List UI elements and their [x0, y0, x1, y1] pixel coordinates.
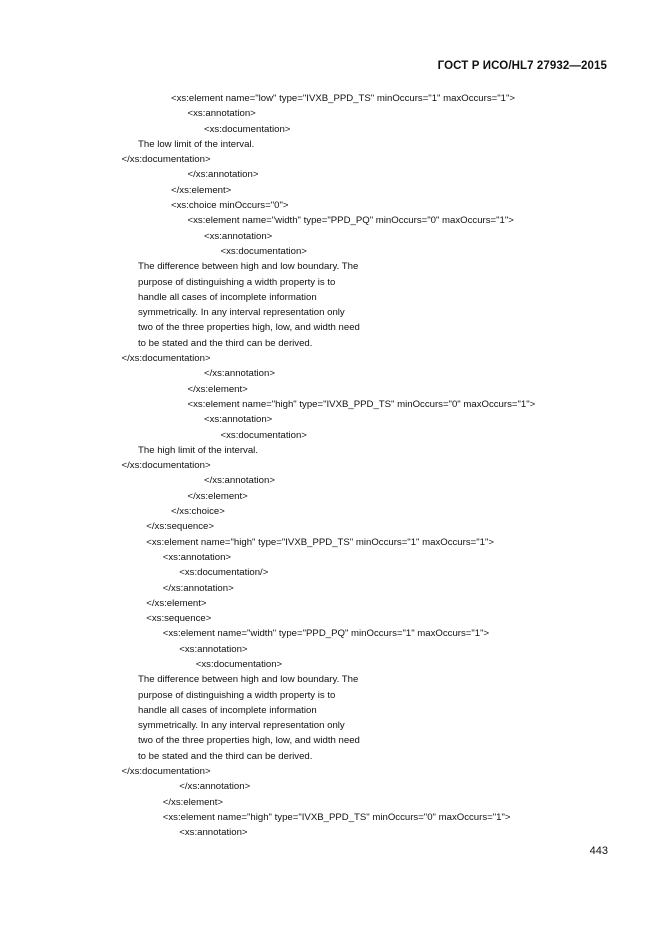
code-line: The difference between high and low boundary. The: [138, 674, 359, 686]
code-line: </xs:annotation>: [187, 169, 259, 181]
code-line: </xs:documentation>: [121, 460, 211, 472]
code-line: </xs:element>: [171, 184, 232, 196]
page-number: 443: [589, 845, 608, 857]
code-line: <xs:documentation>: [220, 429, 307, 441]
code-line: </xs:choice>: [171, 506, 225, 518]
document-header: ГОСТ Р ИСО/HL7 27932—2015: [437, 60, 607, 72]
code-line: <xs:choice minOccurs="0">: [171, 200, 289, 212]
code-line: <xs:annotation>: [179, 827, 248, 839]
code-line: </xs:element>: [162, 796, 224, 808]
code-line: purpose of distinguishing a width property is to: [138, 276, 336, 288]
code-line: <xs:element name="width" type="PPD_PQ" minOccurs="1" maxOccurs="1">: [162, 628, 490, 640]
code-line: <xs:element name="high" type="IVXB_PPD_TS" minOccurs="0" maxOccurs="1">: [187, 398, 536, 410]
code-line: purpose of distinguishing a width property is to: [138, 689, 336, 701]
code-line: <xs:documentation>: [195, 658, 283, 670]
code-line: <xs:annotation>: [204, 230, 273, 242]
code-line: <xs:sequence>: [146, 613, 212, 625]
code-line: </xs:annotation>: [162, 582, 234, 594]
code-line: </xs:documentation>: [121, 766, 211, 778]
code-line: <xs:annotation>: [162, 551, 232, 563]
code-line: symmetrically. In any interval representation only: [138, 307, 345, 319]
code-line: symmetrically. In any interval representation only: [138, 720, 345, 732]
code-line: The difference between high and low boundary. The: [138, 261, 359, 273]
code-line: to be stated and the third can be derived.: [138, 750, 313, 762]
code-line: </xs:annotation>: [179, 781, 251, 793]
code-line: <xs:annotation>: [204, 414, 273, 426]
code-line: </xs:sequence>: [146, 521, 214, 533]
code-line: handle all cases of incomplete information: [138, 291, 317, 303]
code-line: two of the three properties high, low, and width need: [138, 322, 360, 334]
code-line: <xs:element name="high" type="IVXB_PPD_TS" minOccurs="1" maxOccurs="1">: [146, 536, 494, 548]
code-line: <xs:annotation>: [187, 108, 256, 120]
code-line: <xs:element name="low" type="IVXB_PPD_TS" minOccurs="1" maxOccurs="1">: [171, 93, 515, 104]
code-line: <xs:documentation>: [220, 245, 307, 257]
code-line: two of the three properties high, low, and width need: [138, 735, 360, 747]
code-line: <xs:element name="high" type="IVXB_PPD_TS" minOccurs="0" maxOccurs="1">: [162, 811, 511, 823]
code-line: </xs:annotation>: [204, 368, 275, 380]
code-line: </xs:annotation>: [204, 475, 275, 487]
code-line: </xs:documentation>: [121, 154, 211, 166]
code-line: </xs:element>: [187, 490, 248, 502]
code-line: <xs:annotation>: [179, 643, 248, 655]
code-line: The high limit of the interval.: [138, 444, 258, 456]
code-line: <xs:element name="width" type="PPD_PQ" minOccurs="0" maxOccurs="1">: [187, 215, 514, 227]
code-line: <xs:documentation/>: [179, 567, 269, 579]
code-line: to be stated and the third can be derived.: [138, 337, 313, 349]
code-line: </xs:element>: [146, 597, 207, 609]
code-line: The low limit of the interval.: [138, 138, 255, 150]
code-line: <xs:documentation>: [204, 123, 291, 135]
code-line: </xs:documentation>: [121, 353, 211, 365]
code-line: handle all cases of incomplete information: [138, 704, 317, 716]
code-line: </xs:element>: [187, 383, 248, 395]
xml-schema-listing: [0, 91, 661, 841]
